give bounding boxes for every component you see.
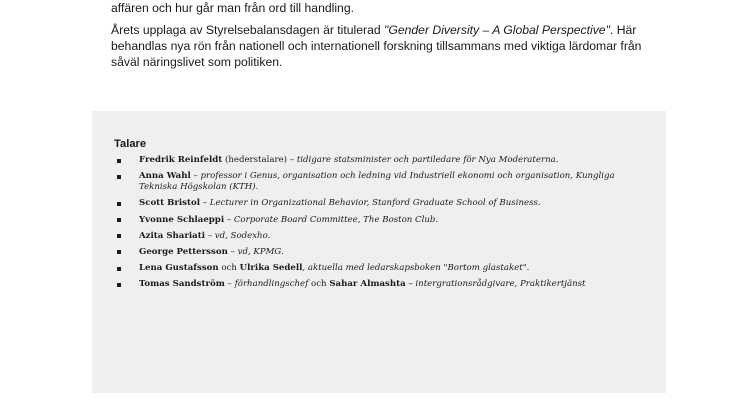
bullet-icon xyxy=(117,159,121,163)
bullet-icon xyxy=(117,250,121,254)
speaker-sep: – xyxy=(224,279,235,290)
speaker-desc-2: – intergrationsrådgivare, Praktikertjänst xyxy=(405,279,586,290)
speaker-item xyxy=(114,155,654,166)
speaker-sep: – xyxy=(224,214,234,225)
intro-paragraph-2 xyxy=(111,22,671,70)
speaker-item xyxy=(114,198,654,209)
speaker-name: Yvonne Schlaeppi xyxy=(139,214,225,225)
speaker-name: Scott Bristol xyxy=(139,198,200,209)
speakers-box xyxy=(92,111,666,393)
speaker-item xyxy=(114,263,654,274)
intro-text xyxy=(111,0,671,70)
bullet-icon xyxy=(117,267,121,271)
speaker-item xyxy=(114,231,654,242)
speaker-sep-2: och xyxy=(308,279,330,290)
speaker-desc: förhandlingschef xyxy=(234,279,309,290)
speaker-sep: – xyxy=(204,230,215,241)
bullet-icon xyxy=(117,175,121,179)
speaker-item xyxy=(114,215,654,226)
speaker-sep: (hederstalare) – xyxy=(222,155,297,165)
speaker-item xyxy=(114,279,654,290)
bullet-icon xyxy=(117,202,121,206)
speaker-item xyxy=(114,247,654,258)
speaker-desc: Corporate Board Committee, The Boston Club. xyxy=(233,214,439,225)
speaker-sep: – xyxy=(227,246,238,257)
bullet-icon xyxy=(117,283,121,287)
speakers-list xyxy=(114,155,654,296)
speaker-name: Anna Wahl xyxy=(139,171,191,182)
speaker-name: Tomas Sandström xyxy=(139,279,225,290)
speaker-name: Lena Gustafsson xyxy=(139,263,219,274)
event-title: "Gender Diversity – A Global Perspective" xyxy=(384,23,610,37)
speaker-desc: , aktuella med ledarskapsboken "Bortom glastaket". xyxy=(302,263,530,274)
speaker-item xyxy=(114,171,654,193)
speaker-sep: och xyxy=(218,263,240,274)
speaker-desc: tidigare statsminister och partiledare för Nya Moderaterna. xyxy=(296,155,559,165)
speaker-name-2: Sahar Almashta xyxy=(329,279,406,290)
speaker-desc: Lecturer in Organizational Behavior, Stanford Graduate School of Business. xyxy=(209,198,541,209)
bullet-icon xyxy=(117,234,121,238)
speaker-name: Fredrik Reinfeldt xyxy=(139,155,223,165)
bullet-icon xyxy=(117,218,121,222)
speaker-name: Azita Shariati xyxy=(139,230,205,241)
speakers-heading: Talare xyxy=(114,138,147,150)
speaker-desc: professor i Genus, organisation och ledning vid Industriell ekonomi och organisation, Kungliga Tekniska Högskolan (KTH). xyxy=(139,171,615,193)
speaker-name: George Pettersson xyxy=(139,246,228,257)
speaker-name-2: Ulrika Sedell xyxy=(239,263,303,274)
speaker-sep: – xyxy=(199,198,210,209)
speaker-sep: – xyxy=(190,171,201,182)
speaker-desc: vd, KPMG. xyxy=(237,246,284,257)
speaker-desc: vd, Sodexho. xyxy=(214,230,271,241)
intro-p2-prefix: Årets upplaga av Styrelsebalansdagen är titulerad xyxy=(111,23,385,37)
intro-p2-suffix: . Här behandlas nya rön från nationell och internationell forskning tillsammans med viktiga lärdomar från såväl näringslivet som politiken. xyxy=(111,23,642,69)
intro-paragraph-1: affären och hur går man från ord till handling. xyxy=(111,1,354,15)
